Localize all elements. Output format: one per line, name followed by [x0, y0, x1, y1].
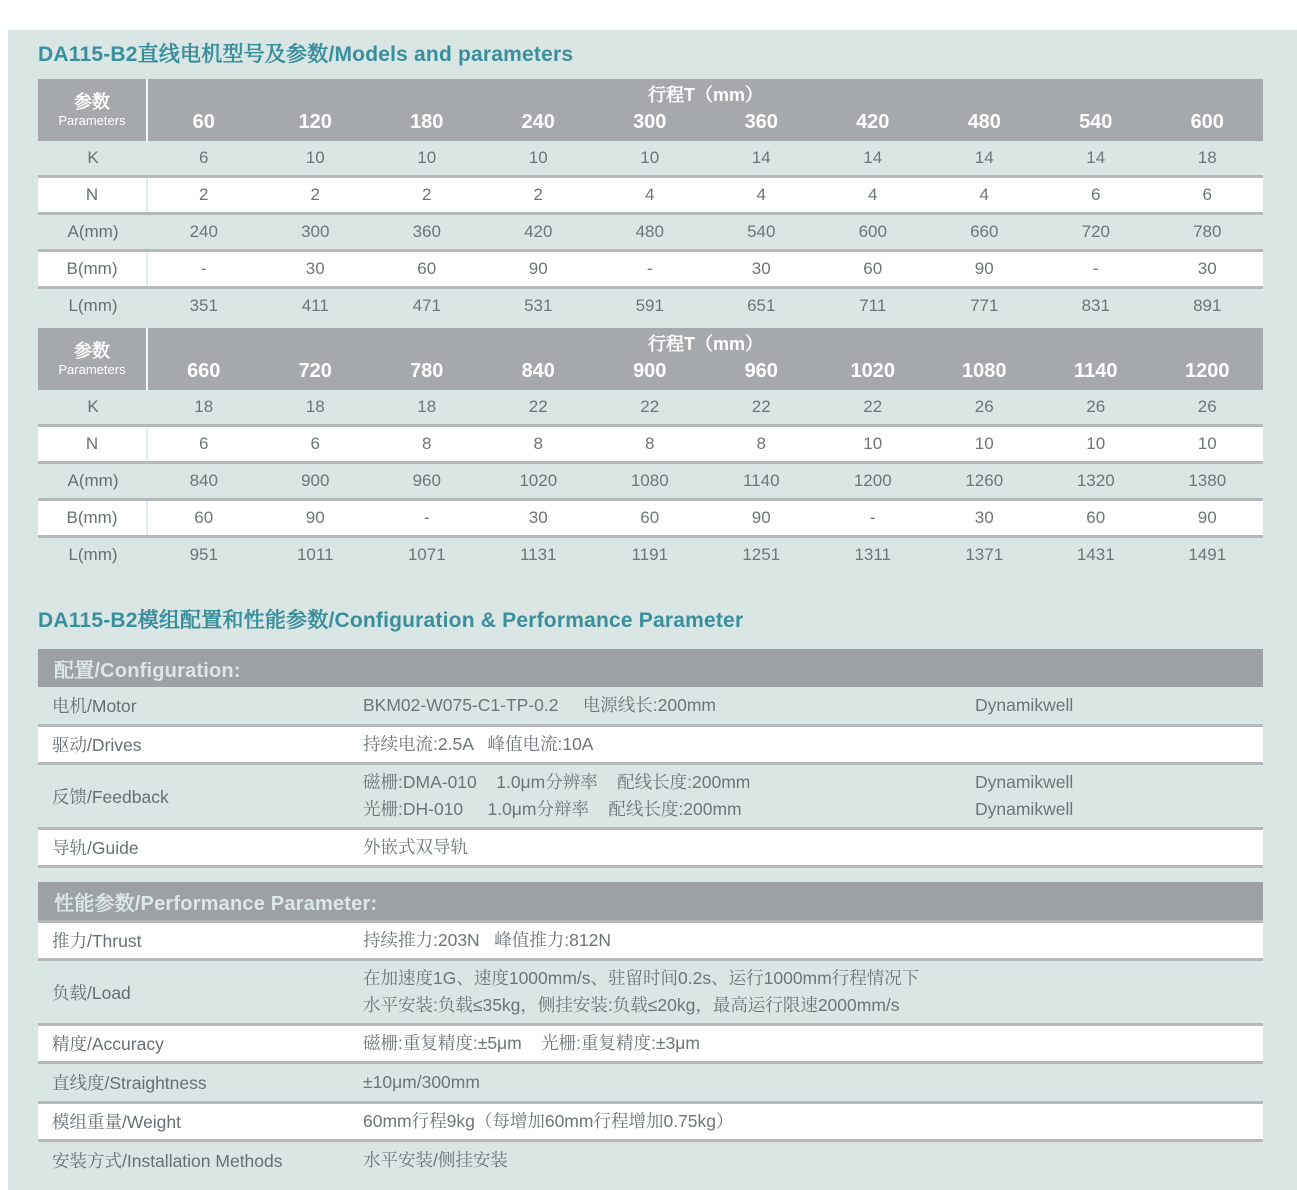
- column-header: 240: [521, 111, 555, 133]
- row-label: N: [38, 427, 148, 461]
- column-header: 840: [521, 360, 555, 382]
- data-cell: 1251: [742, 545, 781, 564]
- spec-line: [363, 1108, 1263, 1135]
- column-header: 120: [298, 111, 332, 133]
- data-cell: 1260: [965, 471, 1004, 490]
- stroke-header: [148, 79, 1263, 141]
- row-label: L(mm): [68, 545, 118, 564]
- table-row: [38, 249, 1263, 289]
- data-cell: 22: [863, 397, 883, 416]
- spec-line: [363, 796, 1263, 823]
- spec-row: [38, 961, 1263, 1023]
- data-cell: 8: [533, 434, 543, 453]
- data-cell: 1491: [1188, 545, 1227, 564]
- corner-label-zh: 参数: [74, 341, 110, 361]
- stroke-header: [148, 328, 1263, 390]
- configuration-performance-title: DA115-B2模组配置和性能参数/Configuration & Performance Parameter: [38, 609, 744, 632]
- data-cell: 90: [305, 508, 325, 527]
- data-cell: 60: [417, 259, 437, 278]
- table-row: [38, 289, 1263, 323]
- column-header: 600: [1190, 111, 1224, 133]
- brand-label: Dynamikwell: [975, 695, 1074, 715]
- spec-row: [38, 765, 1263, 827]
- table-row: [38, 424, 1263, 464]
- data-cell: 591: [635, 296, 664, 315]
- parameters-corner-cell: [38, 328, 148, 390]
- stroke-span-label: 行程T（mm）: [647, 85, 763, 105]
- data-cell: 1020: [519, 471, 558, 490]
- spec-label: 推力/Thrust: [52, 931, 142, 951]
- spec-values: [363, 692, 1263, 719]
- spec-row: [38, 1064, 1263, 1101]
- data-cell: 6: [1202, 185, 1212, 204]
- data-cell: 891: [1193, 296, 1222, 315]
- table-header: [38, 79, 1263, 141]
- spec-line: [363, 1069, 1263, 1096]
- data-cell: 26: [974, 397, 994, 416]
- spec-text: ±10μm/300mm: [363, 1072, 480, 1092]
- spec-row: [38, 920, 1263, 961]
- data-cell: 2: [533, 185, 543, 204]
- spec-text: 持续推力:203N 峰值推力:812N: [363, 930, 611, 950]
- column-header: 1020: [850, 360, 895, 382]
- spec-label: 导轨/Guide: [52, 838, 139, 858]
- data-cell: 1191: [631, 545, 669, 564]
- spec-values: [363, 1030, 1263, 1057]
- column-header: 420: [856, 111, 890, 133]
- spec-row: [38, 1023, 1263, 1064]
- data-cell: -: [646, 259, 653, 278]
- data-cell: 720: [1081, 222, 1110, 241]
- spec-row: [38, 827, 1263, 868]
- data-cell: 771: [970, 296, 999, 315]
- data-cell: 6: [310, 434, 320, 453]
- row-label: K: [87, 397, 99, 416]
- data-cell: 1011: [296, 545, 334, 564]
- spec-values: [363, 731, 1263, 758]
- spec-text: 磁栅:重复精度:±5μm 光栅:重复精度:±3μm: [363, 1033, 700, 1053]
- column-header: 1200: [1185, 360, 1230, 382]
- spec-line: [363, 992, 1263, 1019]
- data-cell: 951: [189, 545, 218, 564]
- data-cell: 2: [310, 185, 320, 204]
- data-cell: 14: [974, 148, 994, 167]
- spec-line: [363, 1147, 1263, 1174]
- spec-row: [38, 687, 1263, 724]
- data-cell: 18: [1197, 148, 1217, 167]
- table-header: [38, 328, 1263, 390]
- data-cell: 22: [751, 397, 771, 416]
- table-row: [38, 390, 1263, 424]
- row-label: K: [87, 148, 99, 167]
- data-cell: 1380: [1188, 471, 1227, 490]
- models-parameters-title: DA115-B2直线电机型号及参数/Models and parameters: [38, 43, 574, 66]
- spec-text: 水平安装:负载≤35kg，侧挂安装:负载≤20kg，最高运行限速2000mm/s: [363, 995, 900, 1015]
- data-cell: 90: [974, 259, 994, 278]
- spec-text: 外嵌式双导轨: [363, 837, 468, 857]
- column-header: 1140: [1074, 360, 1118, 382]
- data-cell: 26: [1086, 397, 1106, 416]
- spec-text: BKM02-W075-C1-TP-0.2 电源线长:200mm: [363, 695, 716, 715]
- data-cell: 22: [528, 397, 548, 416]
- spec-text: 磁栅:DMA-010 1.0μm分辨率 配线长度:200mm: [363, 772, 751, 792]
- spec-label: 模组重量/Weight: [52, 1112, 182, 1132]
- data-cell: 90: [751, 508, 771, 527]
- data-cell: 2: [199, 185, 209, 204]
- data-cell: 10: [1197, 434, 1217, 453]
- spec-text: 光栅:DH-010 1.0μm分辩率 配线长度:200mm: [363, 799, 742, 819]
- content-area: [8, 30, 1297, 1190]
- row-label: B(mm): [38, 501, 148, 535]
- column-header: 780: [410, 360, 444, 382]
- column-header: 720: [298, 360, 332, 382]
- table-row: [38, 464, 1263, 498]
- data-cell: 1080: [630, 471, 669, 490]
- data-cell: 600: [858, 222, 887, 241]
- spec-text: 水平安装/侧挂安装: [363, 1150, 508, 1170]
- spec-line: [363, 769, 1263, 796]
- data-cell: 60: [194, 508, 214, 527]
- corner-label-zh: 参数: [74, 92, 110, 112]
- spec-label: 电机/Motor: [52, 696, 137, 716]
- data-cell: 10: [528, 148, 548, 167]
- table-row: [38, 141, 1263, 175]
- stroke-column-headers: [148, 356, 1263, 386]
- spec-values: [363, 1069, 1263, 1096]
- data-cell: 831: [1081, 296, 1110, 315]
- spec-label: 驱动/Drives: [52, 735, 142, 755]
- data-cell: 4: [868, 185, 878, 204]
- column-header: 960: [744, 360, 778, 382]
- column-header: 180: [410, 111, 444, 133]
- data-cell: 6: [199, 434, 209, 453]
- data-cell: -: [869, 508, 876, 527]
- row-label: N: [38, 178, 148, 212]
- data-cell: 240: [189, 222, 218, 241]
- data-cell: 30: [974, 508, 994, 527]
- data-cell: 1071: [407, 545, 446, 564]
- spec-text: 60mm行程9kg（每增加60mm行程增加0.75kg）: [363, 1111, 734, 1131]
- section-header: 配置/Configuration:: [38, 649, 1263, 687]
- data-cell: -: [423, 508, 430, 527]
- data-cell: 711: [859, 296, 887, 315]
- spec-values: [363, 834, 1263, 861]
- row-label: A(mm): [67, 222, 119, 241]
- data-cell: 780: [1193, 222, 1222, 241]
- spec-line: [363, 731, 1263, 758]
- data-cell: 1140: [742, 471, 780, 490]
- data-cell: 90: [1197, 508, 1217, 527]
- spec-values: [363, 769, 1263, 823]
- data-cell: 900: [301, 471, 330, 490]
- data-cell: 30: [751, 259, 771, 278]
- data-cell: 60: [863, 259, 883, 278]
- column-header: 540: [1079, 111, 1113, 133]
- data-cell: 30: [1197, 259, 1217, 278]
- column-header: 480: [967, 111, 1001, 133]
- row-label: B(mm): [38, 252, 148, 286]
- data-cell: 660: [970, 222, 999, 241]
- data-cell: 10: [863, 434, 883, 453]
- spec-values: [363, 1147, 1263, 1174]
- data-cell: 10: [305, 148, 325, 167]
- brand-label: Dynamikwell: [975, 799, 1074, 819]
- data-cell: 840: [189, 471, 218, 490]
- spec-label: 反馈/Feedback: [52, 786, 169, 807]
- data-cell: 480: [635, 222, 664, 241]
- brand-label: Dynamikwell: [975, 772, 1074, 792]
- data-cell: 420: [524, 222, 553, 241]
- spec-line: [363, 834, 1263, 861]
- table-row: [38, 538, 1263, 572]
- spec-text: 持续电流:2.5A 峰值电流:10A: [363, 734, 594, 754]
- data-cell: 360: [412, 222, 441, 241]
- spec-row: [38, 1101, 1263, 1142]
- corner-label-en: Parameters: [58, 362, 126, 377]
- data-cell: 22: [640, 397, 660, 416]
- data-cell: 411: [301, 296, 329, 315]
- data-cell: 1311: [854, 545, 892, 564]
- parameter-tables: [38, 79, 1263, 572]
- data-cell: 60: [640, 508, 660, 527]
- data-cell: 14: [863, 148, 883, 167]
- table-row: [38, 175, 1263, 215]
- spec-values: [363, 965, 1263, 1019]
- data-cell: 10: [417, 148, 437, 167]
- data-cell: 60: [1086, 508, 1106, 527]
- data-cell: 540: [747, 222, 776, 241]
- data-cell: 14: [1086, 148, 1106, 167]
- data-cell: 10: [1086, 434, 1106, 453]
- data-cell: 471: [412, 296, 441, 315]
- data-cell: -: [1092, 259, 1099, 278]
- data-cell: 14: [751, 148, 771, 167]
- data-cell: 10: [640, 148, 660, 167]
- data-cell: 651: [747, 296, 776, 315]
- data-cell: -: [200, 259, 207, 278]
- spec-line: [363, 927, 1263, 954]
- spec-row: [38, 724, 1263, 765]
- column-header: 900: [633, 360, 667, 382]
- data-cell: 1200: [853, 471, 892, 490]
- column-header: 360: [744, 111, 778, 133]
- stroke-span-label: 行程T（mm）: [647, 334, 763, 354]
- section-header: 性能参数/Performance Parameter:: [38, 882, 1263, 920]
- column-header: 60: [192, 111, 215, 133]
- spec-line: [363, 965, 1263, 992]
- parameter-table-2: [38, 328, 1263, 572]
- spec-values: [363, 1108, 1263, 1135]
- data-cell: 30: [528, 508, 548, 527]
- spec-line: [363, 692, 1263, 719]
- data-cell: 1131: [519, 545, 557, 564]
- column-header: 660: [187, 360, 221, 382]
- data-cell: 1371: [965, 545, 1004, 564]
- data-cell: 8: [645, 434, 655, 453]
- parameters-corner-cell: [38, 79, 148, 141]
- spec-label: 直线度/Straightness: [52, 1073, 207, 1093]
- data-cell: 531: [524, 296, 553, 315]
- data-cell: 26: [1197, 397, 1217, 416]
- spec-label: 负载/Load: [52, 982, 131, 1003]
- data-cell: 6: [199, 148, 209, 167]
- stroke-column-headers: [148, 107, 1263, 137]
- table-row: [38, 498, 1263, 538]
- data-cell: 4: [645, 185, 655, 204]
- data-cell: 4: [979, 185, 989, 204]
- data-cell: 6: [1091, 185, 1101, 204]
- row-label: L(mm): [68, 296, 118, 315]
- data-cell: 1431: [1076, 545, 1115, 564]
- data-cell: 18: [417, 397, 437, 416]
- data-cell: 8: [756, 434, 766, 453]
- spec-row: [38, 1142, 1263, 1179]
- column-header: 1080: [962, 360, 1007, 382]
- data-cell: 300: [301, 222, 330, 241]
- spec-label: 精度/Accuracy: [52, 1034, 164, 1054]
- data-cell: 8: [422, 434, 432, 453]
- data-cell: 1320: [1076, 471, 1115, 490]
- spec-text: 在加速度1G、速度1000mm/s、驻留时间0.2s、运行1000mm行程情况下: [363, 968, 920, 988]
- data-cell: 90: [528, 259, 548, 278]
- column-header: 300: [633, 111, 667, 133]
- spec-line: [363, 1030, 1263, 1057]
- row-label: A(mm): [67, 471, 119, 490]
- data-cell: 10: [974, 434, 994, 453]
- data-cell: 18: [194, 397, 214, 416]
- spec-values: [363, 927, 1263, 954]
- spec-sections: [38, 649, 1263, 1179]
- data-cell: 18: [305, 397, 325, 416]
- spec-label: 安装方式/Installation Methods: [52, 1151, 283, 1171]
- data-cell: 30: [305, 259, 325, 278]
- parameter-table-1: [38, 79, 1263, 323]
- data-cell: 351: [189, 296, 218, 315]
- corner-label-en: Parameters: [58, 113, 126, 128]
- data-cell: 4: [756, 185, 766, 204]
- data-cell: 960: [412, 471, 441, 490]
- table-row: [38, 215, 1263, 249]
- data-cell: 2: [422, 185, 432, 204]
